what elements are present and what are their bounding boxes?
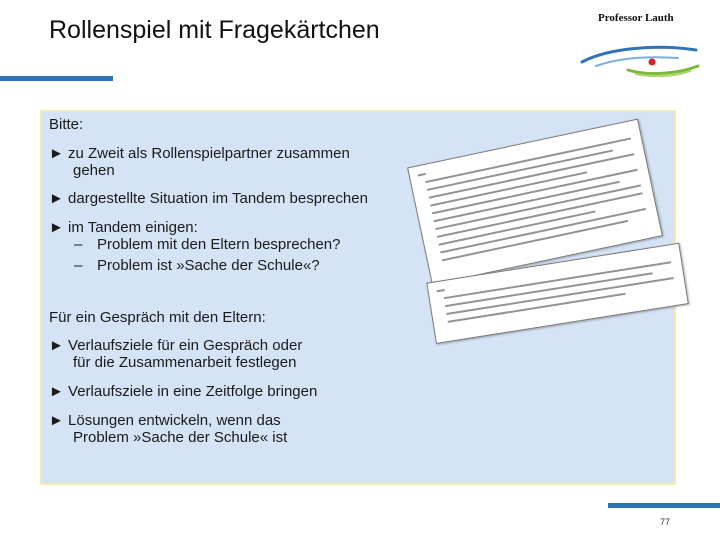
bullet-item <box>49 190 368 207</box>
dash-marker: – <box>74 236 83 253</box>
bullet-item <box>49 337 302 371</box>
sub-item <box>49 236 340 253</box>
bullet-text: Problem »Sache der Schule« ist <box>73 429 288 446</box>
sub-item-text: Problem ist »Sache der Schule«? <box>97 257 320 274</box>
page-title: Rollenspiel mit Fragekärtchen <box>49 16 380 44</box>
bullet-item <box>49 383 317 400</box>
page-number: 77 <box>660 517 671 527</box>
header-accent-bar <box>0 76 113 81</box>
bullet-text: gehen <box>73 162 115 179</box>
section-heading: Für ein Gespräch mit den Eltern: <box>49 309 266 326</box>
university-logo <box>578 40 702 80</box>
author-name: Professor Lauth <box>598 12 674 24</box>
bullet-text: ► zu Zweit als Rollenspielpartner zusammen <box>49 145 350 162</box>
footer-accent-bar <box>608 503 720 508</box>
bullet-text: ► dargestellte Situation im Tandem besprechen <box>49 190 368 207</box>
bullet-text: ► Verlaufsziele für ein Gespräch oder <box>49 337 303 354</box>
dash-marker: – <box>74 257 83 274</box>
bullet-item <box>49 145 350 179</box>
bullet-item <box>49 412 287 446</box>
sub-item <box>49 257 340 274</box>
bullet-text: für die Zusammenarbeit festlegen <box>73 354 297 371</box>
bullet-text: ► Verlaufsziele in eine Zeitfolge bringen <box>49 383 318 400</box>
bullet-item <box>49 219 340 274</box>
bullet-text: ► im Tandem einigen: <box>49 219 198 236</box>
intro-text: Bitte: <box>49 116 84 133</box>
sub-item-text: Problem mit den Eltern besprechen? <box>97 236 341 253</box>
bullet-text: ► Lösungen entwickeln, wenn das <box>49 412 281 429</box>
